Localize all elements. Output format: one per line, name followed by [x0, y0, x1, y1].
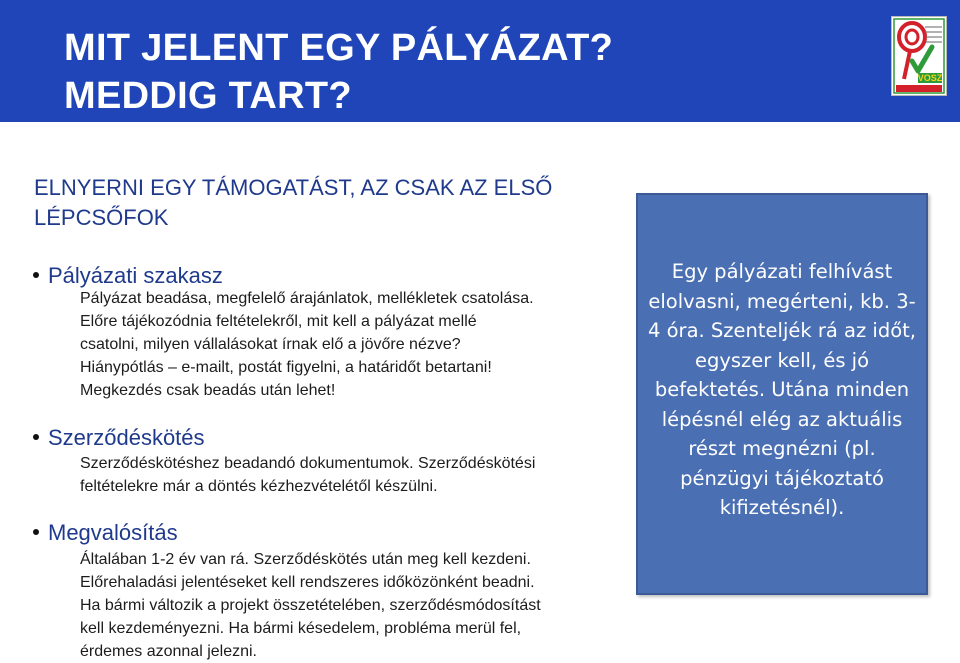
body-line: Előre tájékozódnia feltételekről, mit kell a pályázat mellé	[80, 313, 477, 330]
body-line: Szerződéskötéshez beadandó dokumentumok. Szerződéskötési	[80, 455, 536, 472]
bullet-icon	[33, 434, 39, 440]
section-heading-megvalositas: Megvalósítás	[33, 519, 178, 547]
callout-line: kifizetésnél).	[719, 496, 845, 519]
callout-text	[638, 257, 926, 523]
vosz-logo	[891, 16, 947, 96]
section-body-megvalositas	[80, 548, 625, 663]
title-line-1: MIT JELENT EGY PÁLYÁZAT?	[64, 27, 614, 69]
section-heading-szerzodeskotes: Szerződéskötés	[33, 424, 205, 452]
body-line: érdemes azonnal jelezni.	[80, 643, 257, 660]
callout-line: Egy pályázati felhívást	[671, 260, 893, 283]
callout-line: lépésnél elég az aktuális	[661, 407, 903, 431]
body-line: Hiánypótlás – e-mailt, postát figyelni, a határidőt betartani!	[80, 359, 492, 376]
body-line: Ha bármi változik a projekt összetételében, szerződésmódosítást	[80, 597, 541, 614]
callout-box	[636, 193, 928, 595]
body-line: Általában 1-2 év van rá. Szerződéskötés után meg kell kezdeni.	[80, 551, 531, 568]
bullet-icon	[33, 529, 39, 535]
body-line: feltételekre már a döntés kézhezvételétől készülni.	[80, 478, 438, 495]
title-banner	[0, 0, 960, 122]
section-heading-palyazati-szakasz: Pályázati szakasz	[33, 262, 223, 290]
slide-subtitle: ELNYERNI EGY TÁMOGATÁST, AZ CSAK AZ ELSŐ LÉPCSŐFOK	[34, 175, 553, 230]
bullet-icon	[33, 272, 39, 278]
callout-line: befektetés. Utána minden	[654, 378, 910, 401]
logo-text: VOSZ	[917, 73, 943, 83]
body-line: Előrehaladási jelentéseket kell rendszeres időközönként beadni.	[80, 574, 535, 591]
callout-line: egyszer kell, és jó	[694, 348, 870, 372]
callout-line: részt megnézni (pl.	[688, 437, 876, 460]
body-line: kell kezdeményezni. Ha bármi késedelem, probléma merül fel,	[80, 620, 522, 637]
body-line: csatolni, milyen vállalásokat írnak elő a jövőre nézve?	[80, 336, 461, 353]
page-title	[64, 24, 613, 120]
callout-line: elolvasni, megérteni, kb. 3-	[648, 289, 916, 313]
title-line-2: MEDDIG TART?	[64, 75, 352, 117]
body-line: Megkezdés csak beadás után lehet!	[80, 382, 336, 399]
vosz-logo-graphic	[892, 17, 946, 95]
callout-line: pénzügyi tájékoztató	[680, 466, 884, 490]
body-line: Pályázat beadása, megfelelő árajánlatok, mellékletek csatolása.	[80, 290, 534, 307]
section-body-palyazati-szakasz	[80, 287, 625, 402]
callout-line: 4 óra. Szenteljék rá az időt,	[648, 319, 916, 342]
section-body-szerzodeskotes	[80, 452, 625, 498]
